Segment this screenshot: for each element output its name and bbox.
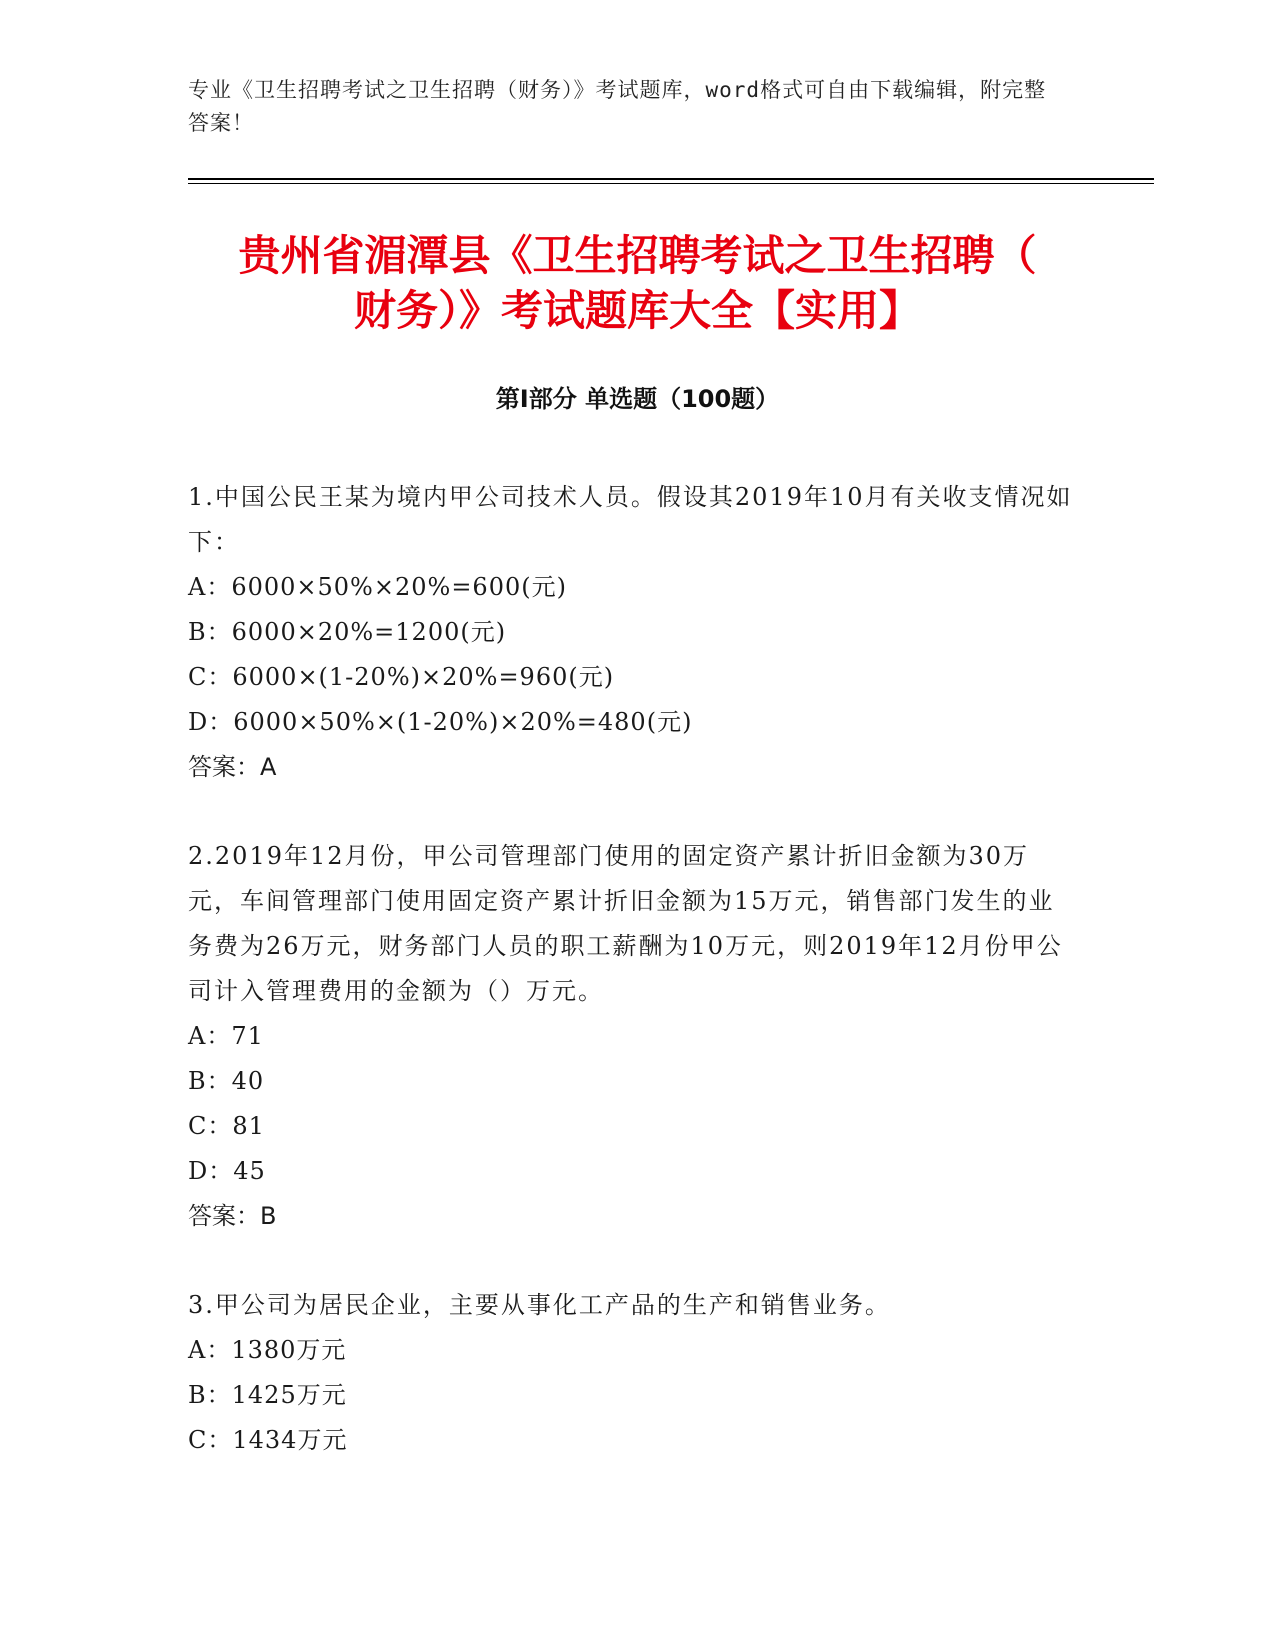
option-a: A：1380万元: [188, 1336, 347, 1364]
option-c: C：1434万元: [188, 1426, 348, 1454]
document-title: [150, 228, 1125, 338]
question-stem: 3.甲公司为居民企业，主要从事化工产品的生产和销售业务。: [188, 1291, 891, 1319]
option-b: B：40: [188, 1067, 265, 1095]
option-d: D：45: [188, 1157, 266, 1185]
question-3: [188, 1283, 1078, 1463]
question-list: [188, 475, 1078, 1507]
header-rule-thin: [188, 183, 1154, 184]
document-title-line-2: 财务）》考试题库大全【实用】: [353, 286, 921, 335]
section-title: 第Ⅰ部分 单选题（100题）: [495, 385, 780, 413]
option-b: B：6000×20%=1200(元): [188, 618, 507, 646]
option-a: A：71: [188, 1022, 264, 1050]
question-stem: 1.中国公民王某为境内甲公司技术人员。假设其2019年10月有关收支情况如下：: [188, 483, 1073, 556]
question-2: [188, 834, 1078, 1239]
header-rule-thick: [188, 178, 1154, 180]
question-stem: 2.2019年12月份，甲公司管理部门使用的固定资产累计折旧金额为30万元，车间管理部门使用固定资产累计折旧金额为15万元，销售部门发生的业务费为26万元，财务部门人员的职工薪酬为10万元，则2019年12月份甲公司计入管理费用的金额为（）万元。: [188, 842, 1063, 1005]
answer: 答案：B: [188, 1202, 277, 1230]
option-a: A：6000×50%×20%=600(元): [188, 573, 567, 601]
answer: 答案：A: [188, 753, 277, 781]
option-c: C：6000×(1-20%)×20%=960(元): [188, 663, 615, 691]
question-1: [188, 475, 1078, 790]
header-note: 专业《卫生招聘考试之卫生招聘（财务）》考试题库，word格式可自由下载编辑，附完整答案！: [188, 78, 1047, 135]
option-b: B：1425万元: [188, 1381, 347, 1409]
document-title-line-1: 贵州省湄潭县《卫生招聘考试之卫生招聘（: [238, 231, 1037, 280]
option-d: D：6000×50%×(1-20%)×20%=480(元): [188, 708, 693, 736]
option-c: C：81: [188, 1112, 265, 1140]
